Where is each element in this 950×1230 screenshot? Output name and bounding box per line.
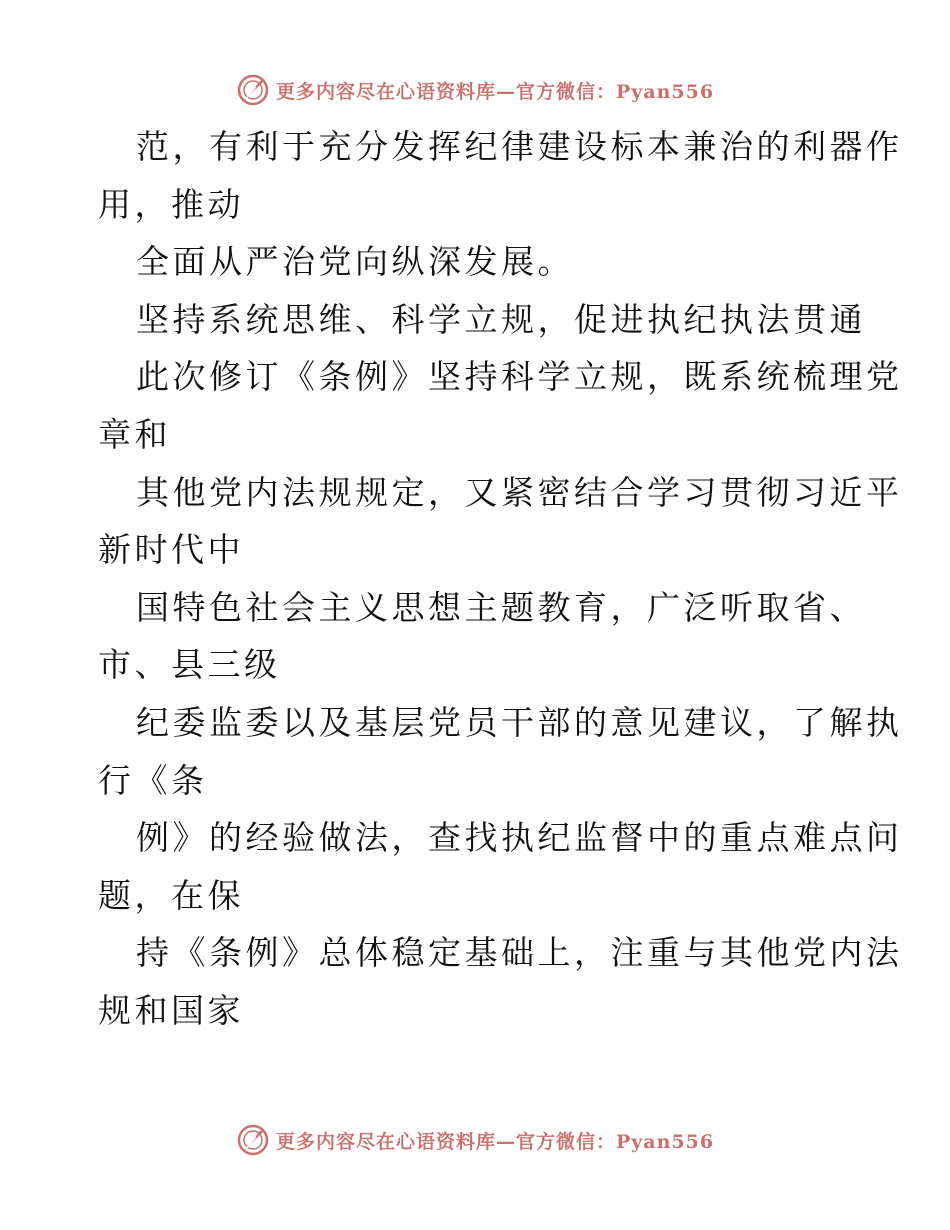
body-line: 例》的经验做法，查找执纪监督中的重点难点问	[136, 818, 903, 858]
body-line: 持《条例》总体稳定基础上，注重与其他党内法	[136, 933, 903, 973]
body-line: 题，在保	[98, 875, 244, 915]
body-line: 坚持系统思维、科学立规，促进执纪执法贯通	[136, 299, 866, 339]
body-line: 规和国家	[98, 990, 244, 1030]
quill-pen-logo-icon	[236, 73, 270, 107]
header-banner-text: 更多内容尽在心语资料库—官方微信：Pyan556	[275, 80, 715, 103]
header-banner	[0, 70, 950, 110]
body-line: 行《条	[98, 760, 208, 800]
body-line: 纪委监委以及基层党员干部的意见建议，了解执	[136, 702, 903, 742]
body-line: 国特色社会主义思想主题教育，广泛听取省、	[136, 587, 866, 627]
body-line: 其他党内法规规定，又紧密结合学习贯彻习近平	[136, 472, 903, 512]
footer-banner	[0, 1120, 950, 1160]
body-line: 全面从严治党向纵深发展。	[136, 242, 574, 282]
body-line: 市、县三级	[98, 645, 281, 685]
body-line: 范，有利于充分发挥纪律建设标本兼治的利器作	[136, 127, 903, 166]
body-line: 新时代中	[98, 530, 244, 570]
footer-banner-text: 更多内容尽在心语资料库—官方微信：Pyan556	[275, 1130, 715, 1153]
quill-pen-logo-icon	[236, 1123, 270, 1157]
document-body	[98, 118, 903, 1040]
body-line: 章和	[98, 414, 171, 454]
body-line: 此次修订《条例》坚持科学立规，既系统梳理党	[136, 357, 903, 397]
body-line: 用，推动	[98, 184, 244, 224]
